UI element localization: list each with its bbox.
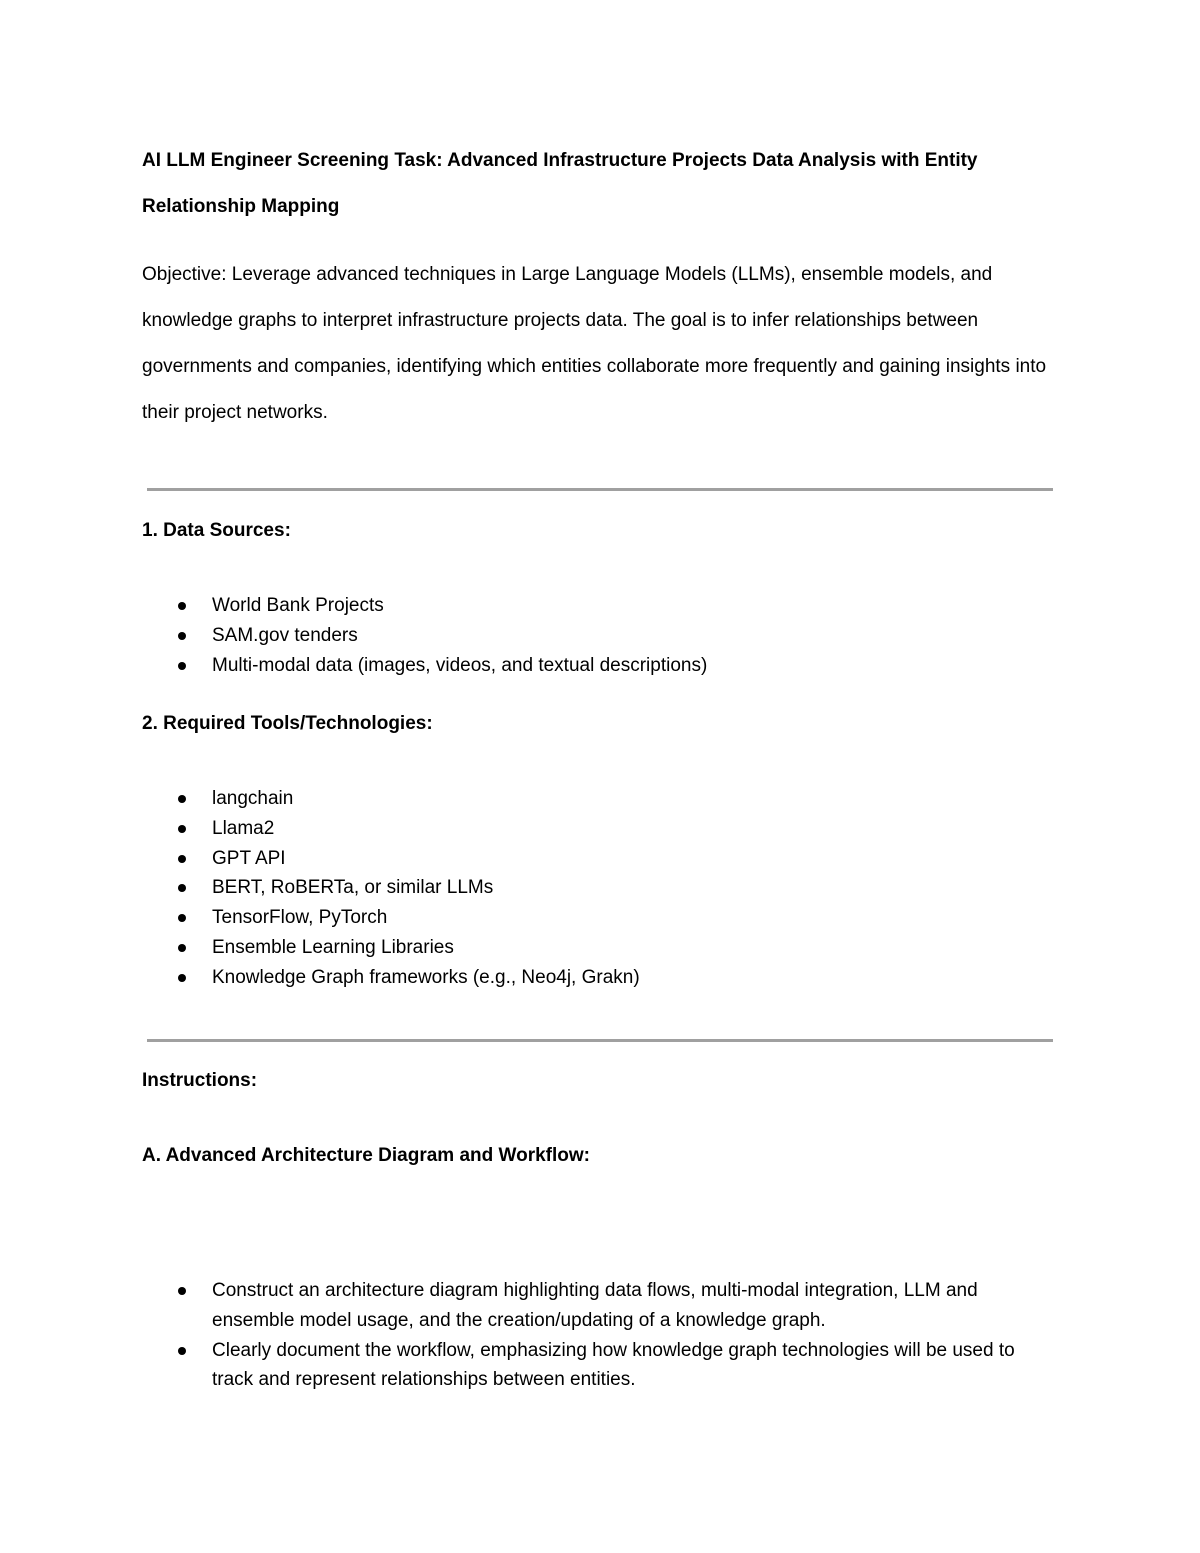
architecture-list (0, 1276, 1100, 1395)
horizontal-rule (147, 488, 1053, 491)
list-item: BERT, RoBERTa, or similar LLMs (0, 873, 1100, 903)
bullet-icon (178, 944, 186, 952)
instructions-heading: Instructions: (142, 1070, 258, 1091)
bullet-icon (178, 1347, 186, 1355)
horizontal-rule (147, 1039, 1053, 1042)
list-item: Construct an architecture diagram highlighting data flows, multi-modal integration, LLM and ensemble model usage, and the creation/updating of a knowledge graph. (0, 1276, 1100, 1336)
bullet-icon (178, 662, 186, 670)
list-item: Multi-modal data (images, videos, and textual descriptions) (0, 651, 1100, 681)
list-item: World Bank Projects (0, 591, 1100, 621)
bullet-icon (178, 632, 186, 640)
bullet-icon (178, 795, 186, 803)
data-sources-list (0, 591, 1100, 680)
objective-paragraph: Objective: Leverage advanced techniques in Large Language Models (LLMs), ensemble models, and knowledge graphs to interpret infrastructure projects data. The goal is to infer relationships between governments and companies, identifying which entities collaborate more frequently and gaining insights into their project networks. (142, 264, 1047, 423)
tools-heading: 2. Required Tools/Technologies: (142, 713, 433, 734)
list-item: Ensemble Learning Libraries (0, 933, 1100, 963)
bullet-icon (178, 1287, 186, 1295)
document-title: AI LLM Engineer Screening Task: Advanced Infrastructure Projects Data Analysis with Entity Relationship Mapping (142, 150, 978, 217)
list-item: Clearly document the workflow, emphasizing how knowledge graph technologies will be used to track and represent relationships between entities. (0, 1336, 1100, 1396)
architecture-heading: A. Advanced Architecture Diagram and Workflow: (142, 1145, 590, 1166)
data-sources-heading: 1. Data Sources: (142, 520, 291, 541)
tools-list (0, 784, 1100, 993)
list-item: langchain (0, 784, 1100, 814)
bullet-icon (178, 855, 186, 863)
list-item: TensorFlow, PyTorch (0, 903, 1100, 933)
bullet-icon (178, 825, 186, 833)
list-item: Llama2 (0, 814, 1100, 844)
list-item: Knowledge Graph frameworks (e.g., Neo4j, Grakn) (0, 963, 1100, 993)
bullet-icon (178, 602, 186, 610)
list-item: GPT API (0, 844, 1100, 874)
list-item: SAM.gov tenders (0, 621, 1100, 651)
bullet-icon (178, 974, 186, 982)
bullet-icon (178, 914, 186, 922)
bullet-icon (178, 884, 186, 892)
